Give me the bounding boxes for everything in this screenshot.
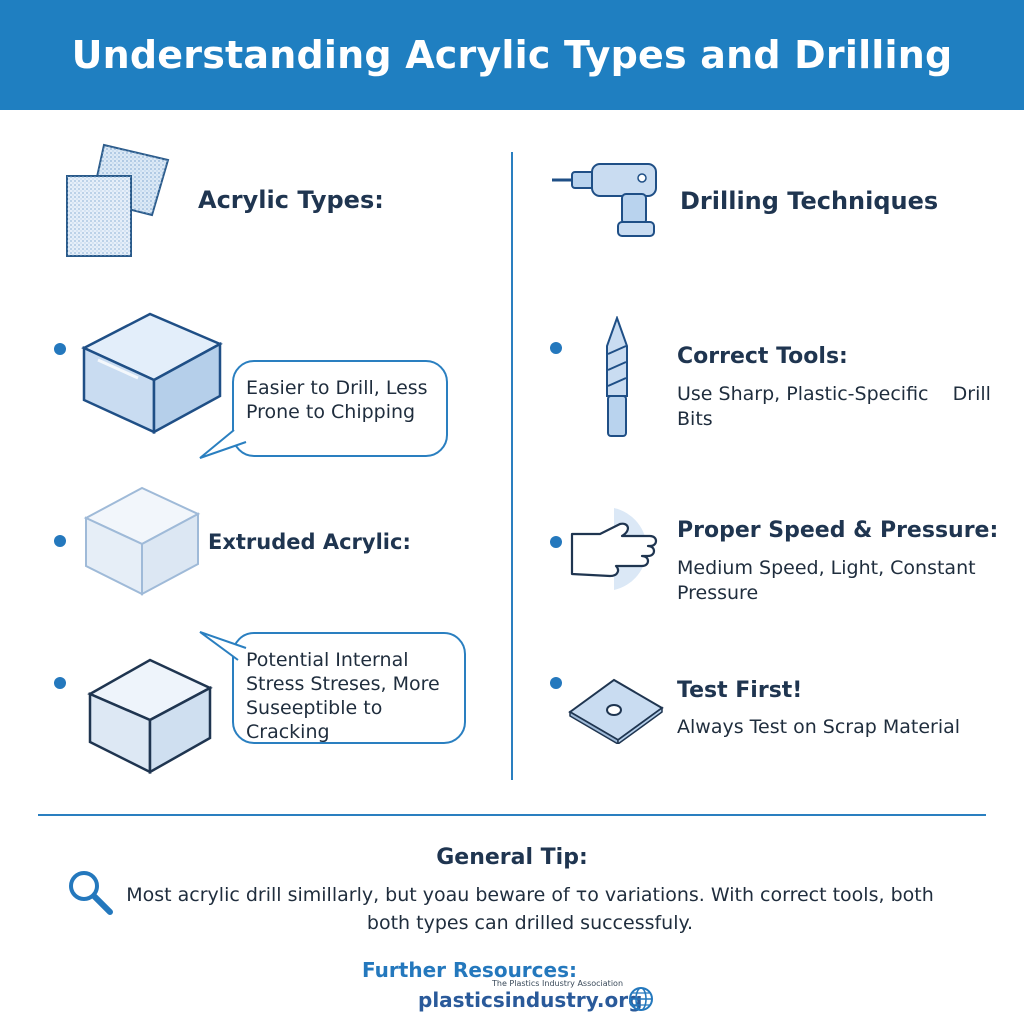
bullet-dot bbox=[550, 536, 562, 548]
scrap-plate-icon bbox=[566, 672, 666, 744]
acrylic-types-heading: Acrylic Types: bbox=[198, 186, 384, 214]
correct-tools-text: Use Sharp, Plastic-Specific Drill Bits bbox=[677, 383, 997, 430]
cast-acrylic-cube-icon bbox=[78, 308, 226, 438]
callout-tail bbox=[198, 628, 248, 662]
proper-speed-title: Proper Speed & Pressure: bbox=[677, 518, 999, 543]
correct-tools-title: Correct Tools: bbox=[677, 344, 848, 369]
bullet-dot bbox=[550, 342, 562, 354]
cast-acrylic-callout-text: Easier to Drill, Less Prone to Chipping bbox=[246, 377, 428, 423]
acrylic-sheets-icon bbox=[62, 140, 172, 260]
extruded-acrylic-label: Extruded Acrylic: bbox=[208, 530, 411, 554]
bullet-dot bbox=[54, 343, 66, 355]
bullet-dot bbox=[54, 677, 66, 689]
extruded-acrylic-callout-text: Potential Internal Stress Streses, More Suseeptible to Cracking bbox=[246, 649, 440, 743]
general-tip-title: General Tip: bbox=[436, 845, 588, 870]
general-tip-line1: Most acrylic drill simillarly, but yoau beware of τo variations. With correct tools, both bbox=[126, 884, 934, 906]
extruded-acrylic-cube-icon bbox=[80, 482, 204, 600]
proper-speed-text: Medium Speed, Light, Constant Pressure bbox=[677, 557, 976, 604]
drilling-techniques-heading: Drilling Techniques bbox=[680, 187, 939, 215]
column-divider bbox=[511, 152, 513, 780]
cast-acrylic-callout bbox=[232, 360, 448, 457]
acrylic-block-icon bbox=[84, 654, 216, 778]
drill-bit-icon bbox=[600, 316, 634, 440]
page-title: Understanding Acrylic Types and Drilling bbox=[71, 33, 953, 77]
resources-link[interactable]: plasticsindustry.org bbox=[418, 988, 643, 1012]
general-tip-line2: both types can drilled successfuly. bbox=[366, 912, 694, 934]
hand-icon bbox=[566, 504, 662, 592]
bullet-dot bbox=[550, 677, 562, 689]
section-divider bbox=[38, 814, 986, 816]
bullet-dot bbox=[54, 535, 66, 547]
power-drill-icon bbox=[548, 160, 660, 240]
header-banner bbox=[0, 0, 1024, 110]
extruded-acrylic-callout bbox=[232, 632, 466, 744]
test-first-text: Always Test on Scrap Material bbox=[677, 716, 961, 738]
globe-icon bbox=[628, 986, 654, 1012]
association-name: The Plastics Industry Association bbox=[492, 979, 624, 988]
test-first-title: Test First! bbox=[677, 678, 803, 703]
further-resources-title: Further Resources: bbox=[362, 958, 577, 982]
callout-tail bbox=[198, 428, 248, 462]
